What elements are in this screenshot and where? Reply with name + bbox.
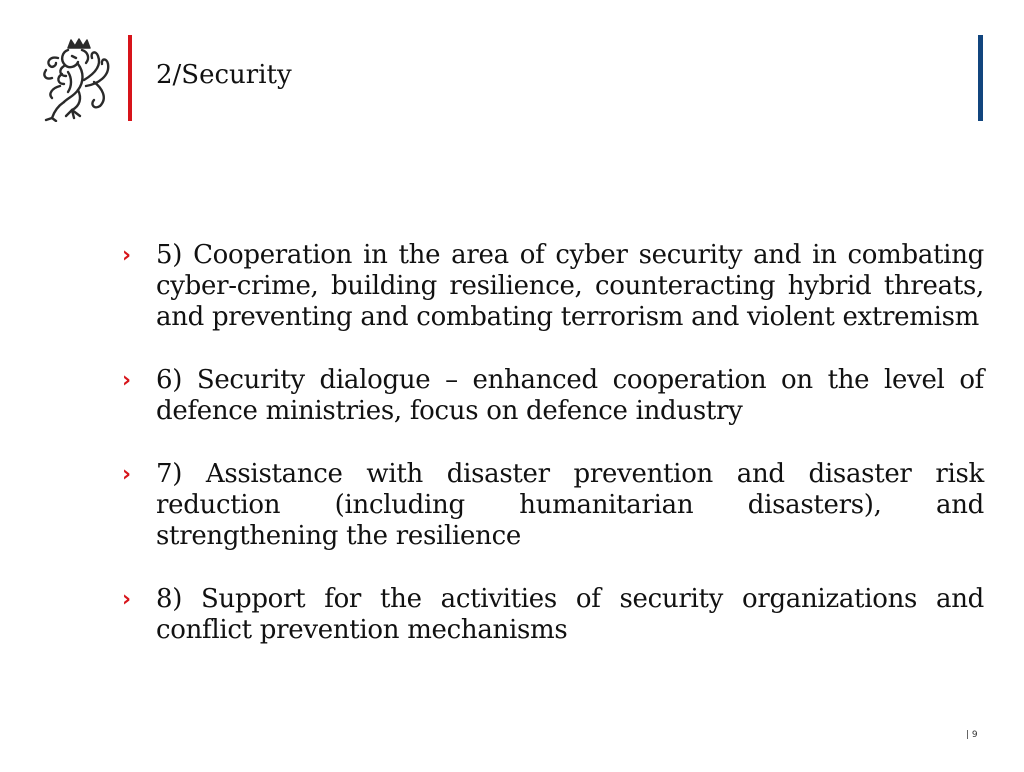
page-title: 2/Security [156,60,292,90]
czech-lion-emblem-icon [38,36,118,122]
bullet-text: 8) Support for the activities of security organizations and conflict prevention mechanisms [156,584,984,645]
bullet-text: 6) Security dialogue – enhanced cooperation on the level of defence ministries, focus on defence industry [156,365,984,426]
bullet-text: 7) Assistance with disaster prevention and disaster risk reduction (including humanitarian disasters), and strengthening the resilience [156,459,984,551]
red-accent-bar [128,35,132,121]
bullet-list [122,240,984,678]
page-number: | 9 [966,730,978,740]
list-item [122,584,984,646]
list-item [122,459,984,552]
blue-accent-bar [978,35,983,121]
chevron-right-icon: › [122,368,132,393]
list-item [122,365,984,427]
chevron-right-icon: › [122,462,132,487]
chevron-right-icon: › [122,587,132,612]
chevron-right-icon: › [122,243,132,268]
list-item [122,240,984,333]
bullet-text: 5) Cooperation in the area of cyber security and in combating cyber-crime, building resilience, counteracting hybrid threats, and preventing and combating terrorism and violent extremism [156,240,984,332]
